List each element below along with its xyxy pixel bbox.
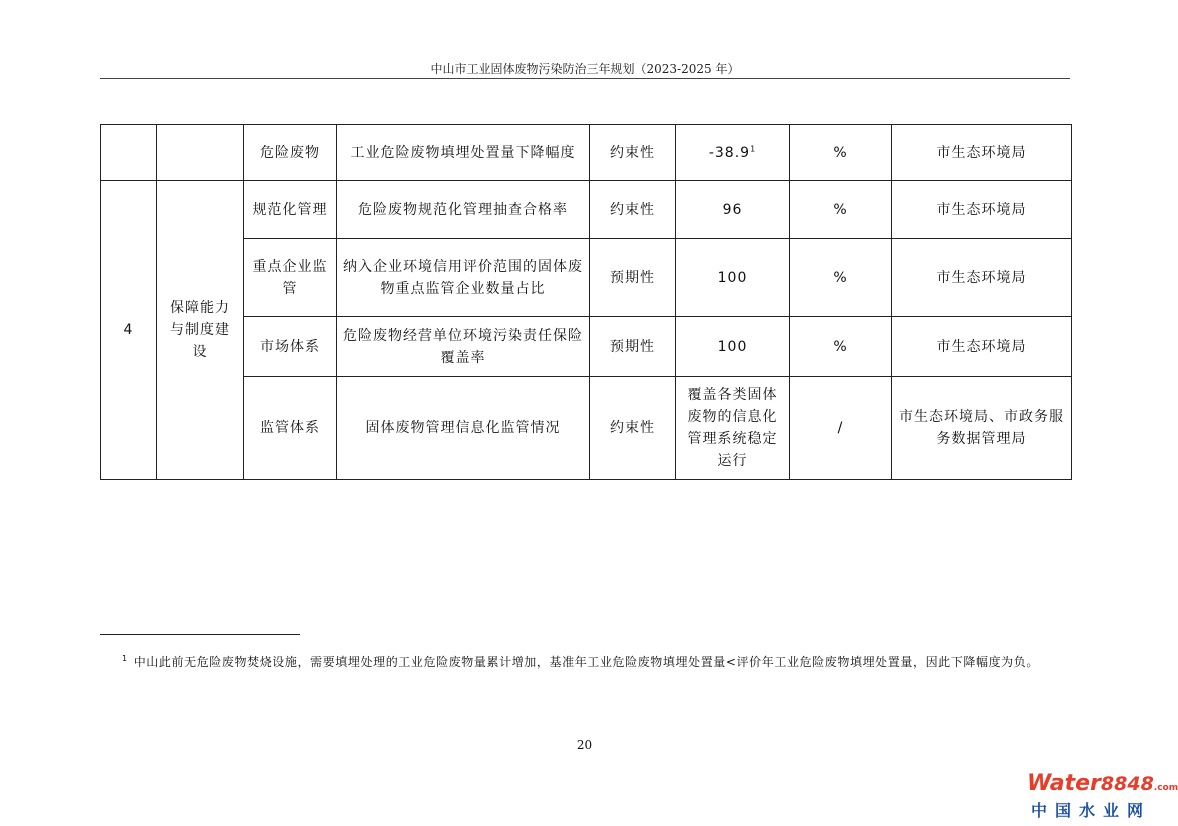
page-number: 20 <box>576 738 593 752</box>
target-cell: 100 <box>676 239 790 317</box>
page-header-title: 中山市工业固体废物污染防治三年规划（2023-2025 年） <box>430 62 740 76</box>
department-cell: 市生态环境局 <box>892 239 1072 317</box>
department-cell: 市生态环境局、市政务服务数据管理局 <box>892 377 1072 480</box>
indicator-cell: 工业危险废物填埋处置量下降幅度 <box>337 125 590 181</box>
target-cell: 覆盖各类固体废物的信息化管理系统稳定运行 <box>676 377 790 480</box>
table-row <box>101 239 1072 317</box>
indicator-cell: 危险废物经营单位环境污染责任保险覆盖率 <box>337 317 590 377</box>
target-cell: 96 <box>676 181 790 239</box>
footnote <box>100 646 1075 675</box>
department-cell: 市生态环境局 <box>892 181 1072 239</box>
table-row <box>101 377 1072 480</box>
unit-cell: % <box>790 125 892 181</box>
attribute-cell: 约束性 <box>590 125 676 181</box>
attribute-cell: 预期性 <box>590 317 676 377</box>
item-cell: 市场体系 <box>244 317 337 377</box>
footnote-text: 中山此前无危险废物焚烧设施，需要填埋处理的工业危险废物量累计增加，基准年工业危险废物填埋处置量<评价年工业危险废物填埋处置量，因此下降幅度为负。 <box>133 655 1039 669</box>
indicator-cell: 危险废物规范化管理抽查合格率 <box>337 181 590 239</box>
table-row <box>101 317 1072 377</box>
item-cell: 重点企业监管 <box>244 239 337 317</box>
target-cell: 100 <box>676 317 790 377</box>
table-row <box>101 125 1072 181</box>
table-row <box>101 181 1072 239</box>
watermark-number: 8848 <box>1100 773 1154 795</box>
item-cell: 危险废物 <box>244 125 337 181</box>
indicator-cell: 固体废物管理信息化监管情况 <box>337 377 590 480</box>
footnote-mark: 1 <box>122 654 128 663</box>
attribute-cell: 预期性 <box>590 239 676 317</box>
footnote-divider <box>100 634 300 635</box>
watermark-suffix: .com <box>1153 783 1178 793</box>
watermark-word: Water <box>1027 771 1101 796</box>
watermark-logo <box>1027 771 1178 820</box>
category-cell-empty <box>157 125 244 181</box>
unit-cell: / <box>790 377 892 480</box>
header-divider <box>100 78 1070 79</box>
indicator-cell: 纳入企业环境信用评价范围的固体废物重点监管企业数量占比 <box>337 239 590 317</box>
attribute-cell: 约束性 <box>590 181 676 239</box>
unit-cell: % <box>790 317 892 377</box>
department-cell: 市生态环境局 <box>892 317 1072 377</box>
unit-cell: % <box>790 239 892 317</box>
group-category-cell: 保障能力与制度建设 <box>157 181 244 480</box>
item-cell: 规范化管理 <box>244 181 337 239</box>
footnote-ref: 1 <box>750 143 757 153</box>
group-number-cell: 4 <box>101 181 157 480</box>
department-cell: 市生态环境局 <box>892 125 1072 181</box>
unit-cell: % <box>790 181 892 239</box>
watermark-site-name: 中国水业网 <box>1031 801 1152 820</box>
number-cell-empty <box>101 125 157 181</box>
item-cell: 监管体系 <box>244 377 337 480</box>
target-value: -38.9 <box>708 144 751 161</box>
target-cell <box>676 125 790 181</box>
indicator-table <box>100 124 1072 480</box>
attribute-cell: 约束性 <box>590 377 676 480</box>
